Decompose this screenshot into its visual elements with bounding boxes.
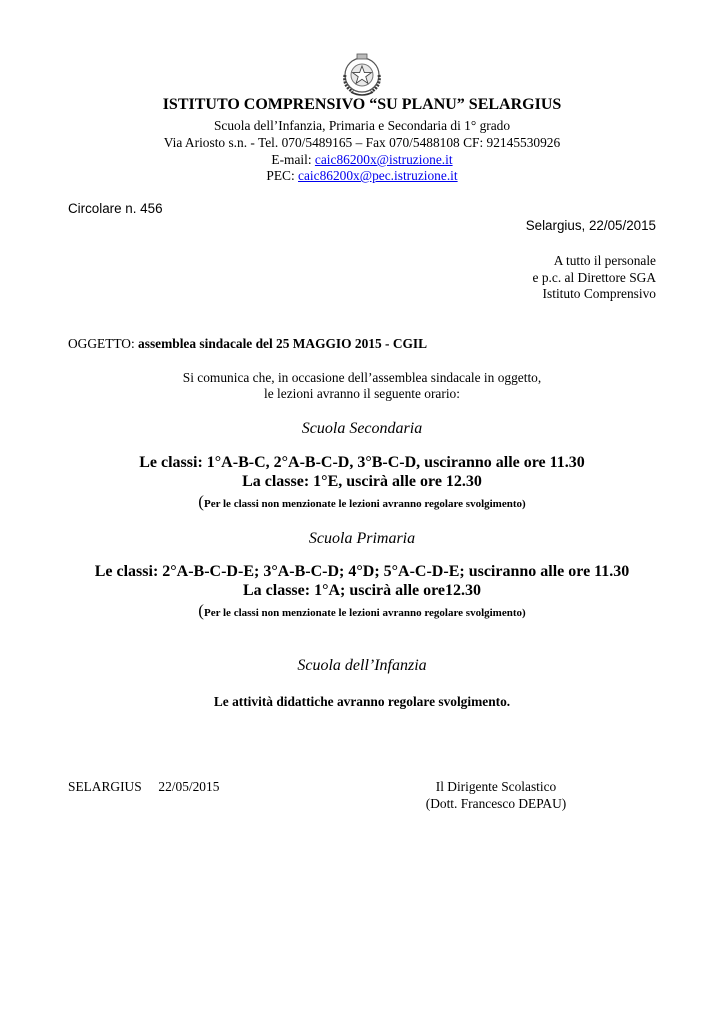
header-pec-line bbox=[0, 168, 724, 184]
header-line-schools: Scuola dell’Infanzia, Primaria e Secondaria di 1° grado bbox=[213, 118, 511, 133]
note-text: Per le classi non menzionate le lezioni avranno regolare svolgimento) bbox=[203, 498, 526, 510]
primaria-class-line: La classe: 1°A; uscirà alle ore12.30 bbox=[242, 582, 482, 599]
recipient-line: Istituto Comprensivo bbox=[542, 286, 656, 301]
primaria-classes-line: Le classi: 2°A-B-C-D-E; 3°A-B-C-D; 4°D; 5°A-C-D-E; usciranno alle ore 11.30 bbox=[94, 563, 630, 580]
intro-line: Si comunica che, in occasione dell’assemblea sindacale in oggetto, bbox=[182, 370, 542, 385]
secondaria-classes-line: Le classi: 1°A-B-C, 2°A-B-C-D, 3°B-C-D, usciranno alle ore 11.30 bbox=[139, 454, 585, 471]
infanzia-text: Le attività didattiche avranno regolare svolgimento. bbox=[213, 694, 511, 709]
email-link[interactable]: caic86200x@istruzione.it bbox=[314, 152, 453, 167]
pec-label: PEC: bbox=[266, 168, 299, 183]
header-line-address: Via Ariosto s.n. - Tel. 070/5489165 – Fax 070/5488108 CF: 92145530926 bbox=[163, 135, 561, 150]
circolare-number: Circolare n. 456 bbox=[68, 201, 163, 216]
subject-line bbox=[68, 336, 427, 352]
secondaria-heading: Scuola Secondaria bbox=[301, 420, 423, 437]
note-paren: ( bbox=[198, 492, 204, 511]
header-email-line bbox=[0, 152, 724, 168]
secondaria-class-line: La classe: 1°E, uscirà alle ore 12.30 bbox=[242, 473, 482, 490]
signer-role: Il Dirigente Scolastico bbox=[435, 779, 557, 794]
recipient-line: A tutto il personale bbox=[553, 253, 656, 268]
pec-link[interactable]: caic86200x@pec.istruzione.it bbox=[298, 168, 458, 183]
signature-block bbox=[396, 779, 596, 812]
primaria-note bbox=[0, 601, 724, 621]
recipient-line: e p.c. al Direttore SGA bbox=[532, 269, 656, 285]
email-label: E-mail: bbox=[271, 152, 315, 167]
subject-text: assemblea sindacale del 25 MAGGIO 2015 - CGIL bbox=[138, 336, 428, 351]
footer-place-date: SELARGIUS 22/05/2015 bbox=[68, 779, 220, 794]
intro-line: le lezioni avranno il seguente orario: bbox=[264, 386, 460, 401]
note-paren: ( bbox=[198, 601, 204, 620]
italian-republic-emblem-icon bbox=[337, 52, 387, 96]
subject-label: OGGETTO: bbox=[68, 336, 139, 351]
infanzia-heading: Scuola dell’Infanzia bbox=[297, 657, 427, 674]
intro-paragraph bbox=[0, 370, 724, 402]
secondaria-note bbox=[0, 492, 724, 512]
recipients-block bbox=[490, 253, 656, 303]
place-date: Selargius, 22/05/2015 bbox=[525, 218, 656, 233]
institute-title: ISTITUTO COMPRENSIVO “SU PLANU” SELARGIUS bbox=[162, 96, 562, 113]
primaria-heading: Scuola Primaria bbox=[308, 530, 416, 547]
note-text: Per le classi non menzionate le lezioni avranno regolare svolgimento) bbox=[203, 607, 526, 619]
signer-name: (Dott. Francesco DEPAU) bbox=[425, 795, 567, 811]
